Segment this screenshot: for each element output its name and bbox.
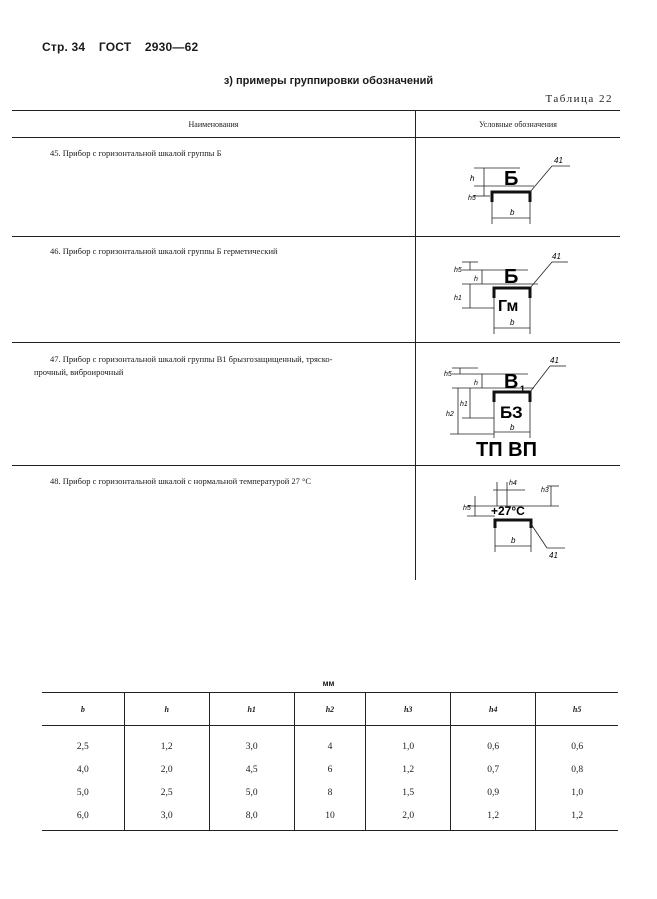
page-header [42, 40, 208, 54]
dimensions-table [42, 692, 618, 831]
table-row [50, 245, 278, 258]
table-cell: 2,0 [124, 758, 209, 781]
table-row [42, 804, 618, 831]
row-name-line: 45. Прибор с горизонтальной шкалой группы Б [50, 148, 222, 158]
standard-number: 2930—62 [144, 40, 199, 54]
leader-number: 41 [552, 252, 561, 261]
row-name-line: прочный, виброирочный [34, 367, 124, 377]
table-cell: 1,0 [366, 726, 451, 759]
dim-label: h5 [463, 505, 471, 512]
table-cell: 1,5 [366, 781, 451, 804]
table-cell: 0,9 [451, 781, 536, 804]
leader-number: 41 [554, 156, 563, 165]
symbol-drawing [438, 354, 578, 462]
dim-label: h5 [444, 371, 452, 378]
header-bottom-rule [12, 137, 620, 138]
table-cell: 5,0 [76, 787, 89, 798]
dim-label: h [474, 380, 478, 387]
row-divider [12, 342, 620, 343]
column-header: h5 [536, 693, 618, 726]
table-cell: 4,5 [209, 758, 294, 781]
table-cell: 4,0 [76, 764, 89, 775]
leader-number: 41 [549, 551, 558, 560]
dim-label: b [510, 423, 515, 432]
symbol-letter: Б [504, 168, 519, 190]
column-header: h3 [366, 693, 451, 726]
table-cell: 3,0 [124, 804, 209, 831]
table-cell: 2,5 [124, 781, 209, 804]
table-cell: 8 [294, 781, 365, 804]
symbol-letter: БЗ [500, 403, 523, 422]
column-header: b [42, 693, 124, 726]
table-cell: 6 [294, 758, 365, 781]
symbol-drawing [460, 152, 580, 232]
column-header-symbol: Условные обозначения [479, 120, 557, 129]
page-number: Стр. 34 [42, 40, 86, 54]
dim-label: h1 [454, 295, 462, 302]
table-top-rule [12, 110, 620, 111]
column-header: h4 [451, 693, 536, 726]
table-cell: 5,0 [209, 781, 294, 804]
table-cell: 0,6 [536, 726, 618, 759]
dim-label: h2 [446, 411, 454, 418]
column-divider [415, 110, 416, 580]
table-cell: 0,8 [536, 758, 618, 781]
table-row [42, 726, 618, 759]
table-cell: 4 [294, 726, 365, 759]
table-cell: 6,0 [42, 804, 124, 831]
row-name-line: 47. Прибор с горизонтальной шкалой группы В1 брызгозащищенный, тряско- [50, 354, 333, 364]
leader-number: 41 [550, 356, 559, 365]
symbol-drawing [448, 250, 578, 338]
dim-label: h5 [454, 267, 462, 274]
symbol-letter: Гм [498, 298, 519, 315]
column-header: h [124, 693, 209, 726]
table-cell: 8,0 [209, 804, 294, 831]
row-name-line: 46. Прибор с горизонтальной шкалой группы Б герметический [50, 246, 278, 256]
column-header: h2 [294, 693, 365, 726]
symbol-letter: Б [504, 266, 519, 288]
table-cell: 1,2 [124, 726, 209, 759]
table-cell: 1,2 [366, 758, 451, 781]
row-divider [12, 236, 620, 237]
dim-label: h5 [468, 195, 476, 202]
table-label: Таблица 22 [545, 93, 613, 105]
table-row [50, 147, 221, 160]
symbol-letter: ТП ВП [476, 439, 537, 461]
table-cell: 1,2 [451, 804, 536, 831]
standard-label: ГОСТ [98, 40, 132, 54]
symbol-letter: +27°С [491, 504, 525, 518]
table-cell: 1,2 [536, 804, 618, 831]
section-title: з) примеры группировки обозначений [223, 75, 434, 87]
symbol-drawing [455, 472, 580, 570]
dim-label: h [474, 276, 478, 283]
dim-label: h3 [541, 487, 549, 494]
symbol-subscript: 1 [520, 384, 526, 394]
table-row [50, 475, 311, 488]
table-row [42, 781, 618, 804]
table-cell: 0,7 [451, 758, 536, 781]
dim-label: h1 [460, 401, 468, 408]
column-header: h1 [209, 693, 294, 726]
units-label: мм [322, 679, 335, 688]
table-row [42, 758, 618, 781]
table-header-row [42, 693, 618, 726]
row-divider [12, 465, 620, 466]
dim-label: b [510, 318, 515, 327]
symbol-letter: В [504, 371, 519, 393]
row-name-line: 48. Прибор с горизонтальной шкалой с нормальной температурой 27 °С [50, 476, 312, 486]
dim-label: b [510, 208, 515, 217]
table-cell: 2,0 [366, 804, 451, 831]
table-row [34, 353, 412, 379]
table-cell: 10 [294, 804, 365, 831]
dim-label: b [511, 536, 516, 545]
table-cell: 3,0 [209, 726, 294, 759]
table-cell: 2,5 [76, 741, 89, 752]
table-cell: 0,6 [451, 726, 536, 759]
table-cell: 1,0 [536, 781, 618, 804]
dim-label: h4 [509, 480, 517, 487]
dim-label: h [470, 174, 475, 183]
column-header-name: Наименования [188, 120, 239, 129]
